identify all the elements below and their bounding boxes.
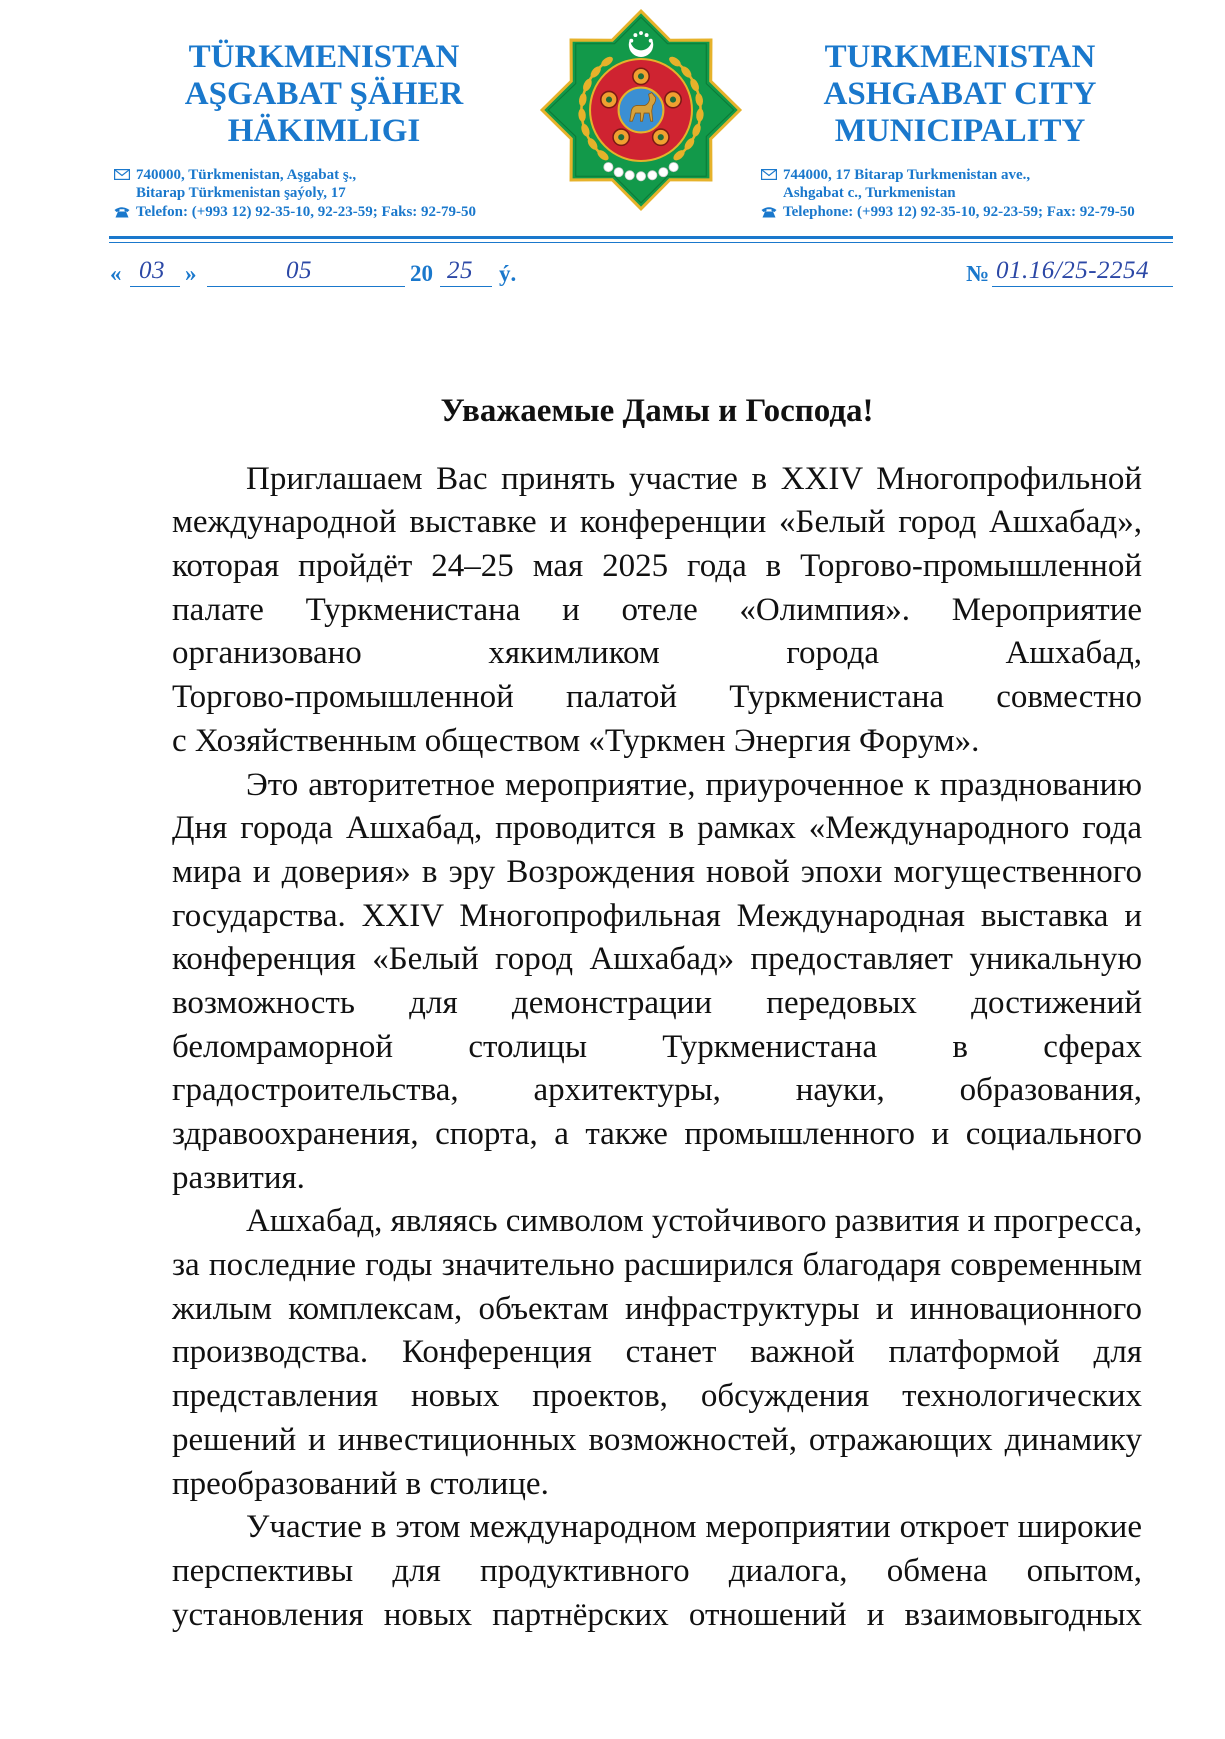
letterhead-title-line: MUNICIPALITY [834, 113, 1086, 149]
date-year-prefix: 20 [410, 261, 433, 286]
letter-body [172, 390, 1142, 1637]
body-line: здравоохранения, спорта, а также промышленного и социального [172, 1116, 1142, 1152]
body-line: Это авторитетное мероприятие, приуроченное к празднованию [246, 766, 1142, 803]
document-number-underline [992, 286, 1173, 287]
date-year-label: ý. [499, 261, 517, 286]
body-line: градостроительства, архитектуры, науки, образования, [172, 1072, 1142, 1109]
body-line: палате Туркменистана и отеле «Олимпия». Мероприятие [172, 591, 1142, 628]
letter-paragraphs [172, 458, 1142, 1638]
body-line: перспективы для продуктивного диалога, обмена опытом, [172, 1552, 1142, 1589]
body-line: Дня города Ашхабад, проводится в рамках «Международного года [172, 810, 1142, 847]
phone-icon [761, 206, 778, 218]
body-line: Торгово-промышленной палатой Туркменистана совместно [172, 679, 1142, 716]
address-row [761, 166, 1135, 184]
body-line: с Хозяйственным обществом «Туркмен Энергия Форум». [172, 722, 980, 759]
body-line: которая пройдёт 24–25 мая 2025 года в Торгово-промышленной [172, 548, 1142, 585]
salutation: Уважаемые Дамы и Господа! [440, 393, 874, 429]
date-year-underline [440, 286, 492, 287]
letterhead-title-line: HÄKIMLIGI [227, 113, 421, 149]
phone-line: Telephone: (+993 12) 92-35-10, 92-23-59; Fax: 92-79-50 [783, 203, 1135, 220]
letterhead-address-turkmen [114, 166, 476, 221]
date-month-underline [207, 286, 405, 287]
letterhead-title-line: AŞGABAT ŞÄHER [184, 76, 464, 112]
body-line: Ашхабад, являясь символом устойчивого развития и прогресса, [246, 1203, 1143, 1240]
document-number: 01.16/25-2254 [996, 257, 1150, 284]
address-line: Ashgabat c., Turkmenistan [783, 185, 956, 202]
date-day-underline [130, 286, 180, 287]
envelope-icon [761, 169, 778, 181]
body-line: организовано хякимликом города Ашхабад, [172, 635, 1142, 672]
body-line: преобразований в столице. [172, 1465, 549, 1502]
date-close-quote: » [185, 261, 197, 286]
state-emblem-graphic [536, 8, 746, 212]
letterhead-divider-thin [109, 242, 1173, 243]
address-row [761, 184, 1135, 202]
body-line: жилым комплексам, объектам инфраструктуры и инновационного [172, 1290, 1142, 1327]
address-line: 740000, Türkmenistan, Aşgabat ş., [136, 167, 357, 183]
body-line: установления новых партнёрских отношений и взаимовыгодных [172, 1596, 1142, 1633]
phone-line: Telefon: (+993 12) 92-35-10, 92-23-59; Faks: 92-79-50 [136, 203, 477, 220]
date-open-quote: « [110, 261, 122, 286]
state-emblem-icon [536, 8, 746, 212]
body-line: решений и инвестиционных возможностей, отражающих динамику [172, 1421, 1142, 1458]
date-month: 05 [286, 257, 312, 284]
letterhead-title-line: ASHGABAT CITY [823, 76, 1097, 112]
letterhead-title-turkmen [164, 39, 484, 150]
letterhead-divider [109, 236, 1173, 239]
body-line: международной выставке и конференции «Белый город Ашхабад», [172, 504, 1142, 541]
body-line: беломраморной столицы Туркменистана в сферах [172, 1028, 1142, 1065]
address-row [114, 166, 476, 184]
body-line: мира и доверия» в эру Возрождения новой эпохи могущественного [172, 853, 1142, 890]
body-line: конференция «Белый город Ашхабад» предоставляет уникальную [172, 941, 1142, 978]
address-row [114, 184, 476, 202]
body-line: Приглашаем Вас принять участие в XXIV Многопрофильной [246, 460, 1142, 497]
letterhead-title-english [800, 39, 1120, 150]
phone-icon [114, 206, 131, 218]
phone-row [114, 203, 476, 221]
address-line: 744000, 17 Bitarap Turkmenistan ave., [783, 167, 1031, 183]
phone-row [761, 203, 1135, 221]
document-number-sign: № [966, 261, 990, 286]
letterhead-title-line: TURKMENISTAN [824, 39, 1096, 75]
body-line: за последние годы значительно расширился благодаря современным [172, 1247, 1142, 1284]
body-line: государства. XXIV Многопрофильная Международная выставка и [172, 897, 1142, 934]
paragraph [172, 764, 1142, 1201]
date-year-suffix: 25 [447, 257, 473, 284]
body-line: представления новых проектов, обсуждения технологических [172, 1378, 1142, 1415]
body-line: производства. Конференция станет важной платформой для [172, 1334, 1142, 1371]
body-line: развития. [172, 1159, 305, 1196]
letterhead-title-line: TÜRKMENISTAN [188, 39, 460, 75]
envelope-icon [114, 169, 131, 181]
paragraph [172, 458, 1142, 764]
paragraph [172, 1200, 1142, 1506]
date-day: 03 [139, 257, 165, 284]
body-line: возможность для демонстрации передовых достижений [172, 984, 1142, 1021]
letterhead-address-english [761, 166, 1135, 221]
body-line: Участие в этом международном мероприятии откроет широкие [246, 1509, 1142, 1546]
address-line: Bitarap Türkmenistan şaýoly, 17 [136, 185, 346, 202]
paragraph [172, 1506, 1142, 1637]
